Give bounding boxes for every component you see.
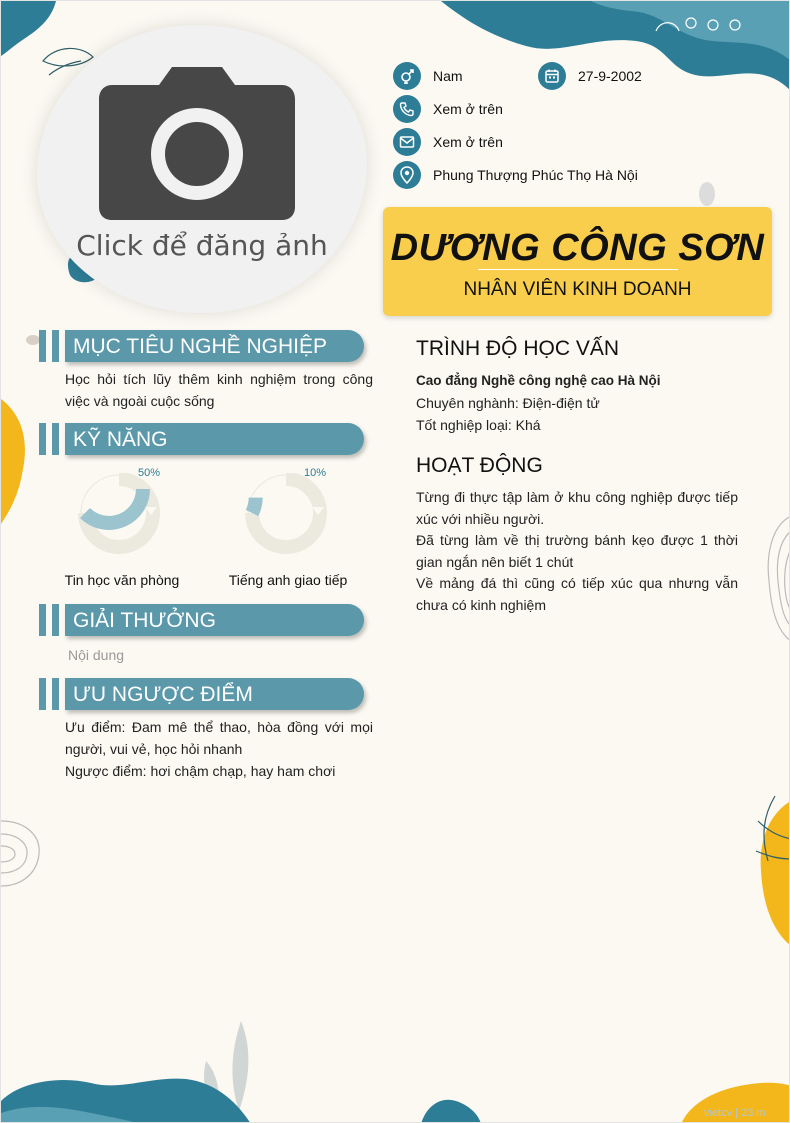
name-divider [478,269,678,270]
skill-percent: 50% [138,467,161,479]
gender-value: Nam [433,68,463,84]
objective-text: Học hỏi tích lũy thêm kinh nghiệm trong công việc và ngoài cuộc sống [65,371,373,409]
photo-caption: Click để đăng ảnh [76,229,328,262]
camera-icon [97,65,297,225]
section-title: KỸ NĂNG [73,428,168,451]
full-name: DƯƠNG CÔNG SƠN [390,227,765,269]
section-header-pros-cons [39,678,364,710]
contact-phone [393,95,503,123]
name-banner [383,207,772,316]
right-contour-lines [761,511,790,646]
section-header-objective [39,330,364,362]
pros-text: Ưu điểm: Đam mê thể thao, hòa đồng với mọi người, vui vẻ, học hỏi nhanh [65,719,373,757]
profile-photo-upload[interactable] [37,25,367,313]
activity-line: Đã từng làm về thị trường bánh kẹo được 1 thời gian ngắn nên biết 1 chút [416,532,738,570]
skill-label: Tin học văn phòng [64,572,180,588]
mail-icon [393,128,421,156]
cons-text: Ngược điểm: hơi chậm chạp, hay ham chơi [65,763,336,779]
activity-line: Từng đi thực tập làm ở khu công nghiệp được tiếp xúc với nhiều người. [416,489,738,527]
birthday-value: 27-9-2002 [578,68,642,84]
phone-icon [393,95,421,123]
section-title: MỤC TIÊU NGHỀ NGHIỆP [73,335,327,358]
left-contour-lines [1,816,43,891]
skill-ring-office [75,473,165,555]
education-school: Cao đẳng Nghề công nghệ cao Hà Nội [416,373,661,388]
skill-percent: 10% [304,467,327,479]
email-value: Xem ở trên [433,134,503,150]
address-value: Phung Thượng Phúc Thọ Hà Nội [433,167,638,183]
contact-gender [393,62,463,90]
activity-line: Về mảng đá thì cũng có tiếp xúc qua nhưng vẫn chưa có kinh nghiệm [416,575,738,613]
education-title: TRÌNH ĐỘ HỌC VẤN [416,337,620,360]
phone-value: Xem ở trên [433,101,503,117]
section-title: ƯU NGƯỢC ĐIỂM [73,683,253,706]
contact-address [393,161,638,189]
job-title: NHÂN VIÊN KINH DOANH [463,279,692,300]
skill-ring-english [242,473,332,555]
left-yellow-blob [1,399,29,524]
skill-label: Tiếng anh giao tiếp [228,572,348,588]
education-major: Chuyên nghành: Điện-điện tử [416,395,600,411]
education-grade: Tốt nghiệp loại: Khá [416,417,541,433]
contact-birthday [538,62,642,90]
section-header-skills [39,423,364,455]
activities-title: HOẠT ĐỘNG [416,454,543,477]
section-title: GIẢI THƯỞNG [73,609,216,632]
watermark: vietcv | 23 m [704,1107,766,1119]
section-header-awards [39,604,364,636]
contact-email [393,128,503,156]
right-yellow-blob [753,791,790,946]
bottom-waves [1,1021,790,1123]
awards-content[interactable]: Nội dung [68,647,125,663]
grey-drop [697,181,717,207]
gender-icon [393,62,421,90]
calendar-icon [538,62,566,90]
location-pin-icon [393,161,421,189]
